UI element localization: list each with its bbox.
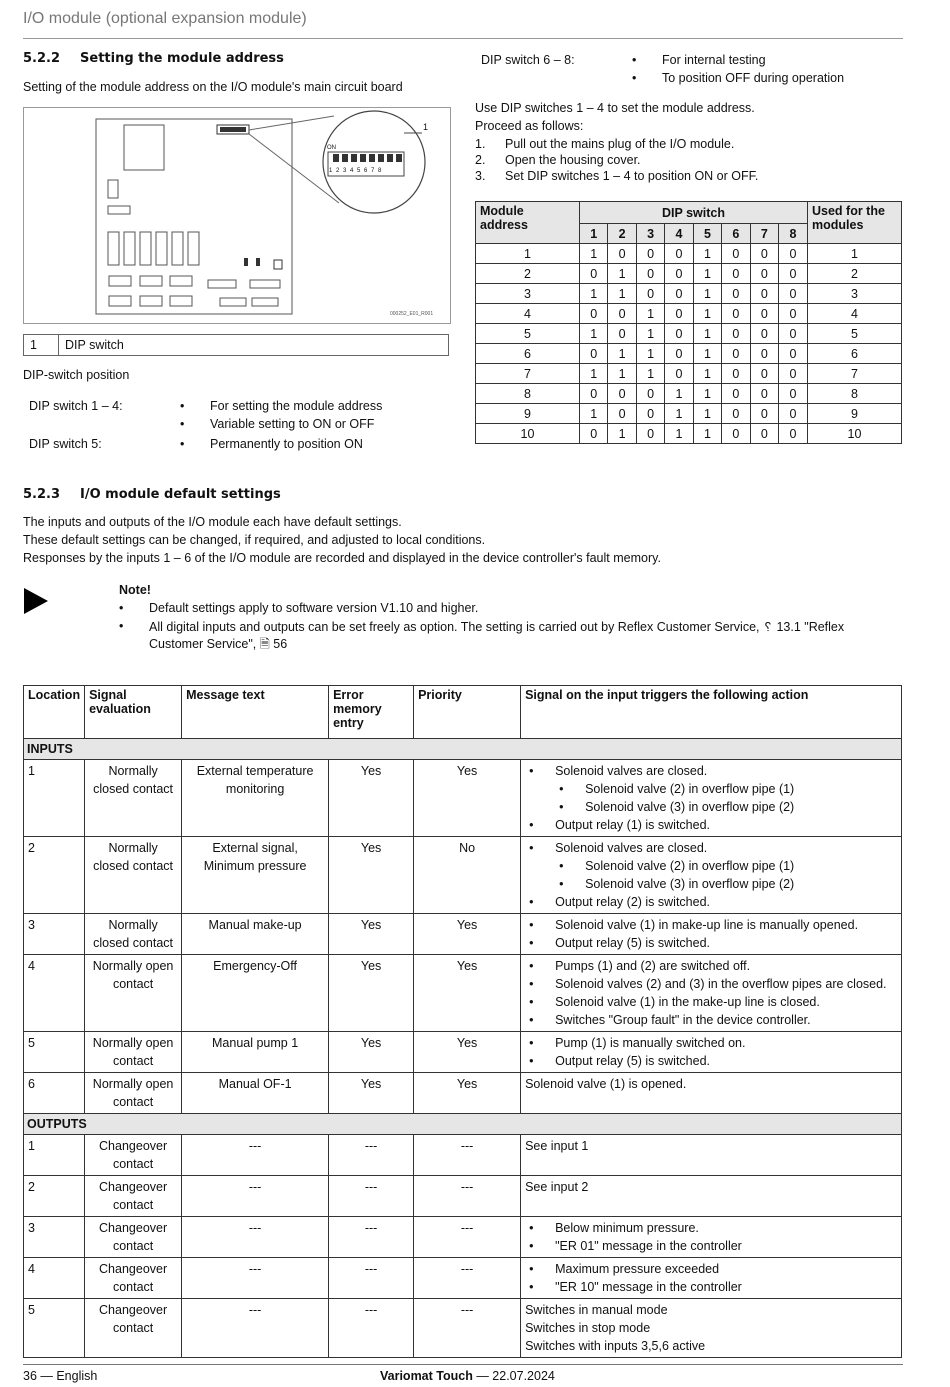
dip-bit-cell: 1 <box>693 244 721 264</box>
signal-cell: Changeover contact <box>85 1135 182 1176</box>
io-section-row: OUTPUTS <box>24 1114 902 1135</box>
dip-bit-cell: 0 <box>779 244 808 264</box>
error-memory-cell: Yes <box>329 1073 414 1114</box>
dip-bit-cell: 0 <box>636 284 664 304</box>
message-cell: External temperature monitoring <box>182 760 329 837</box>
dip-bit-cell: 1 <box>665 424 693 444</box>
bullet-icon: • <box>632 71 637 85</box>
dip-bit-cell: 0 <box>636 424 664 444</box>
dip-table-row <box>476 404 902 424</box>
action-text: See input 2 <box>525 1180 589 1194</box>
error-memory-cell: --- <box>329 1176 414 1217</box>
dip-bit-cell: 0 <box>750 264 778 284</box>
message-cell: Emergency-Off <box>182 955 329 1032</box>
legend-number: 1 <box>24 335 59 356</box>
dip-bit-cell: 0 <box>665 364 693 384</box>
io-table-row <box>24 1135 902 1176</box>
action-cell <box>521 1299 902 1358</box>
dip-bit-cell: 0 <box>779 304 808 324</box>
dip-bit-cell: 1 <box>693 404 721 424</box>
dip-bit-cell: 1 <box>693 364 721 384</box>
message-cell: --- <box>182 1176 329 1217</box>
module-address-cell: 4 <box>476 304 580 324</box>
dip-numbers: 1 2 3 4 5 6 7 8 <box>329 168 383 174</box>
action-cell <box>521 837 902 914</box>
dip-bit-cell: 0 <box>580 264 608 284</box>
action-cell <box>521 1258 902 1299</box>
module-address-cell: 7 <box>476 364 580 384</box>
dip-bit-cell: 1 <box>580 284 608 304</box>
dip-bit-cell: 0 <box>750 344 778 364</box>
dip-bit-cell: 0 <box>750 244 778 264</box>
dip-bit-cell: 1 <box>580 404 608 424</box>
error-memory-cell: --- <box>329 1258 414 1299</box>
figure-legend <box>23 334 449 356</box>
signal-cell: Normally closed contact <box>85 837 182 914</box>
bullet-icon: • <box>119 619 124 633</box>
action-item: • Solenoid valves (2) and (3) in the overflow pipes are closed. <box>525 975 897 993</box>
module-address-cell: 6 <box>476 344 580 364</box>
dip-bit-cell: 0 <box>608 244 636 264</box>
legend-label: DIP switch <box>59 335 449 356</box>
action-item: • Solenoid valve (2) in overflow pipe (1) <box>525 780 897 798</box>
dip-bit-cell: 1 <box>608 284 636 304</box>
module-address-cell: 2 <box>476 264 580 284</box>
used-for-cell: 5 <box>808 324 902 344</box>
dip-bit-cell: 0 <box>750 284 778 304</box>
dip-bit-cell: 0 <box>722 364 750 384</box>
action-cell <box>521 760 902 837</box>
dip-address-table <box>475 201 902 444</box>
action-item: • Solenoid valve (2) in overflow pipe (1) <box>525 857 897 875</box>
dip-bit-cell: 1 <box>693 304 721 324</box>
message-cell: --- <box>182 1217 329 1258</box>
signal-cell: Changeover contact <box>85 1258 182 1299</box>
step-number: 1. <box>475 137 486 151</box>
dip-bit-cell: 0 <box>750 324 778 344</box>
dip-bit-cell: 0 <box>722 244 750 264</box>
dip-bit-cell: 0 <box>580 384 608 404</box>
dip-bit-cell: 0 <box>636 264 664 284</box>
io-table-row <box>24 1176 902 1217</box>
col-dip-switch: DIP switch <box>580 202 808 224</box>
section-522-intro: Setting of the module address on the I/O module's main circuit board <box>23 80 403 94</box>
paragraph: These default settings can be changed, if required, and adjusted to local conditions. <box>23 533 486 547</box>
step-text: Open the housing cover. <box>505 153 641 167</box>
dip-bit-cell: 0 <box>750 404 778 424</box>
priority-cell: Yes <box>414 1032 521 1073</box>
location-cell: 3 <box>24 1217 85 1258</box>
dip-bit-cell: 1 <box>693 264 721 284</box>
dip-bit-cell: 1 <box>608 424 636 444</box>
dip-bit-cell: 0 <box>636 384 664 404</box>
col-module-address: Module address <box>476 202 580 244</box>
page-header <box>23 8 903 39</box>
error-memory-cell: --- <box>329 1217 414 1258</box>
footer-product: Variomat Touch — 22.07.2024 <box>380 1369 555 1383</box>
io-table-row <box>24 1217 902 1258</box>
dip-bit-cell: 0 <box>665 324 693 344</box>
signal-cell: Normally open contact <box>85 1032 182 1073</box>
location-cell: 4 <box>24 1258 85 1299</box>
dip-bit-cell: 0 <box>722 264 750 284</box>
dip-6-8-label: DIP switch 6 – 8: <box>481 53 575 67</box>
action-cell <box>521 914 902 955</box>
dip-bit-cell: 1 <box>608 264 636 284</box>
dip-switch-number-row: 1 2 3 4 5 6 7 8 <box>476 224 902 244</box>
action-cell <box>521 1032 902 1073</box>
dip-bit-cell: 0 <box>779 324 808 344</box>
dip-1-4-label: DIP switch 1 – 4: <box>29 399 123 413</box>
dip-position-heading: DIP-switch position <box>23 368 130 382</box>
dip-bit-cell: 0 <box>636 404 664 424</box>
action-item: • "ER 10" message in the controller <box>525 1278 897 1296</box>
message-cell: External signal, Minimum pressure <box>182 837 329 914</box>
paragraph: The inputs and outputs of the I/O module each have default settings. <box>23 515 402 529</box>
dip-bit-cell: 1 <box>580 364 608 384</box>
dip-table-row <box>476 384 902 404</box>
use-dip-text: Use DIP switches 1 – 4 to set the module address. <box>475 101 755 115</box>
module-address-cell: 10 <box>476 424 580 444</box>
bullet-icon: • <box>180 417 185 431</box>
paragraph: Responses by the inputs 1 – 6 of the I/O module are recorded and displayed in the device controller's fault memory. <box>23 551 661 565</box>
bullet-icon: • <box>180 399 185 413</box>
signal-cell: Changeover contact <box>85 1176 182 1217</box>
signal-cell: Changeover contact <box>85 1299 182 1358</box>
io-table-row <box>24 1299 902 1358</box>
dip-bit-cell: 0 <box>779 424 808 444</box>
col-used-for: Used for the modules <box>808 202 902 244</box>
dip-bit-cell: 0 <box>608 384 636 404</box>
action-item: • Below minimum pressure. <box>525 1219 897 1237</box>
location-cell: 2 <box>24 837 85 914</box>
priority-cell: --- <box>414 1258 521 1299</box>
section-522-heading: 5.2.2 Setting the module address <box>23 51 284 66</box>
section-523-heading: 5.2.3 I/O module default settings <box>23 487 281 502</box>
used-for-cell: 4 <box>808 304 902 324</box>
module-address-cell: 3 <box>476 284 580 304</box>
dip-bit-cell: 0 <box>580 344 608 364</box>
action-cell <box>521 1217 902 1258</box>
dip-5-item: Permanently to position ON <box>210 437 363 451</box>
action-item: • Output relay (5) is switched. <box>525 934 897 952</box>
dip-bit-cell: 0 <box>750 304 778 324</box>
used-for-cell: 9 <box>808 404 902 424</box>
dip-table-body <box>476 244 902 444</box>
bullet-icon: • <box>180 437 185 451</box>
circuit-board-drawing <box>24 108 450 323</box>
signal-cell: Normally closed contact <box>85 760 182 837</box>
dip-bit-cell: 1 <box>636 304 664 324</box>
used-for-cell: 8 <box>808 384 902 404</box>
action-item: • Solenoid valve (3) in overflow pipe (2) <box>525 875 897 893</box>
priority-cell: Yes <box>414 914 521 955</box>
dip-bit-cell: 0 <box>608 304 636 324</box>
dip-bit-cell: 0 <box>580 424 608 444</box>
dip-1-4-item: For setting the module address <box>210 399 383 413</box>
io-table-row <box>24 1258 902 1299</box>
location-cell: 5 <box>24 1299 85 1358</box>
dip-bit-cell: 1 <box>693 424 721 444</box>
dip-bit-cell: 1 <box>693 344 721 364</box>
module-address-cell: 1 <box>476 244 580 264</box>
dip-table-row <box>476 304 902 324</box>
message-cell: Manual pump 1 <box>182 1032 329 1073</box>
dip-bit-cell: 0 <box>665 304 693 324</box>
action-item: • Output relay (1) is switched. <box>525 816 897 834</box>
used-for-cell: 3 <box>808 284 902 304</box>
action-item: • Solenoid valves are closed. <box>525 762 897 780</box>
dip-bit-cell: 0 <box>722 324 750 344</box>
priority-cell: Yes <box>414 1073 521 1114</box>
priority-cell: Yes <box>414 760 521 837</box>
action-item: • Solenoid valves are closed. <box>525 839 897 857</box>
dip-on-label: ON <box>327 145 336 151</box>
error-memory-cell: Yes <box>329 760 414 837</box>
error-memory-cell: Yes <box>329 914 414 955</box>
action-text: Solenoid valve (1) is opened. <box>525 1077 687 1091</box>
note-item: All digital inputs and outputs can be set freely as option. The setting is carried out by Reflex Customer Service, ␦ 13.1 "Reflex Customer Service", 🗎 56 <box>149 620 845 651</box>
action-item: • Output relay (5) is switched. <box>525 1052 897 1070</box>
action-text: Switches with inputs 3,5,6 active <box>525 1339 706 1353</box>
dip-bit-cell: 0 <box>722 404 750 424</box>
action-text: Switches in stop mode <box>525 1321 651 1335</box>
io-section-row: INPUTS <box>24 739 902 760</box>
signal-cell: Normally open contact <box>85 1073 182 1114</box>
used-for-cell: 1 <box>808 244 902 264</box>
dip-table-row <box>476 244 902 264</box>
module-address-cell: 5 <box>476 324 580 344</box>
page-header-title: I/O module (optional expansion module) <box>23 10 307 27</box>
dip-bit-cell: 0 <box>722 284 750 304</box>
action-cell <box>521 1176 902 1217</box>
signal-cell: Normally open contact <box>85 955 182 1032</box>
dip-table-row <box>476 424 902 444</box>
dip-bit-cell: 0 <box>608 404 636 424</box>
note-title: Note! <box>119 583 151 597</box>
dip-bit-cell: 1 <box>693 324 721 344</box>
io-default-settings-table <box>23 685 902 1358</box>
used-for-cell: 10 <box>808 424 902 444</box>
location-cell: 6 <box>24 1073 85 1114</box>
dip-bit-cell: 0 <box>722 384 750 404</box>
dip-bit-cell: 0 <box>750 384 778 404</box>
priority-cell: --- <box>414 1176 521 1217</box>
action-item: • Output relay (2) is switched. <box>525 893 897 911</box>
bullet-icon: • <box>632 53 637 67</box>
location-cell: 4 <box>24 955 85 1032</box>
dip-bit-cell: 0 <box>665 244 693 264</box>
error-memory-cell: --- <box>329 1135 414 1176</box>
dip-5-label: DIP switch 5: <box>29 437 102 451</box>
dip-table-row <box>476 284 902 304</box>
dip-bit-cell: 0 <box>779 284 808 304</box>
dip-bit-cell: 0 <box>722 424 750 444</box>
message-cell: Manual OF-1 <box>182 1073 329 1114</box>
io-table-header: Location Signal evaluation Message text Error memory entry Priority Signal on the input triggers the following action <box>24 686 902 739</box>
dip-bit-cell: 0 <box>779 384 808 404</box>
dip-bit-cell: 1 <box>636 344 664 364</box>
location-cell: 1 <box>24 1135 85 1176</box>
error-memory-cell: Yes <box>329 837 414 914</box>
dip-bit-cell: 1 <box>665 404 693 424</box>
action-cell <box>521 1073 902 1114</box>
dip-bit-cell: 1 <box>693 284 721 304</box>
figure-callout-number: 1 <box>423 122 429 132</box>
action-item: • Pump (1) is manually switched on. <box>525 1034 897 1052</box>
action-text: See input 1 <box>525 1139 589 1153</box>
used-for-cell: 7 <box>808 364 902 384</box>
step-number: 3. <box>475 169 486 183</box>
signal-cell: Changeover contact <box>85 1217 182 1258</box>
priority-cell: --- <box>414 1299 521 1358</box>
dip-bit-cell: 1 <box>636 324 664 344</box>
action-item: • Solenoid valve (1) in the make-up line is closed. <box>525 993 897 1011</box>
dip-table-row <box>476 344 902 364</box>
dip-bit-cell: 0 <box>580 304 608 324</box>
dip-bit-cell: 1 <box>608 364 636 384</box>
io-table-row <box>24 955 902 1032</box>
dip-table-row <box>476 264 902 284</box>
action-item: • Solenoid valve (1) in make-up line is manually opened. <box>525 916 897 934</box>
dip-1-4-item: Variable setting to ON or OFF <box>210 417 375 431</box>
io-table-row <box>24 1073 902 1114</box>
dip-bit-cell: 1 <box>580 324 608 344</box>
figure-code: 000252_E01_R001 <box>390 311 434 317</box>
dip-bit-cell: 0 <box>750 364 778 384</box>
action-item: • Pumps (1) and (2) are switched off. <box>525 957 897 975</box>
dip-bit-cell: 1 <box>608 344 636 364</box>
footer-page: 36 — English <box>23 1369 98 1383</box>
location-cell: 2 <box>24 1176 85 1217</box>
dip-6-8-item: To position OFF during operation <box>662 71 845 85</box>
dip-6-8-item: For internal testing <box>662 53 766 67</box>
action-item: • Maximum pressure exceeded <box>525 1260 897 1278</box>
location-cell: 5 <box>24 1032 85 1073</box>
dip-bit-cell: 0 <box>750 424 778 444</box>
priority-cell: --- <box>414 1217 521 1258</box>
dip-bit-cell: 0 <box>779 364 808 384</box>
message-cell: --- <box>182 1135 329 1176</box>
priority-cell: Yes <box>414 955 521 1032</box>
dip-bit-cell: 1 <box>665 384 693 404</box>
message-cell: Manual make-up <box>182 914 329 955</box>
error-memory-cell: Yes <box>329 955 414 1032</box>
step-text: Pull out the mains plug of the I/O module. <box>505 137 735 151</box>
dip-bit-cell: 0 <box>722 344 750 364</box>
message-cell: --- <box>182 1299 329 1358</box>
page-footer <box>23 1364 903 1387</box>
dip-bit-cell: 0 <box>636 244 664 264</box>
dip-bit-cell: 0 <box>779 344 808 364</box>
priority-cell: No <box>414 837 521 914</box>
action-item: • Solenoid valve (3) in overflow pipe (2) <box>525 798 897 816</box>
proceed-text: Proceed as follows: <box>475 119 584 133</box>
dip-bit-cell: 0 <box>665 344 693 364</box>
action-item: • Switches "Group fault" in the device controller. <box>525 1011 897 1029</box>
bullet-icon: • <box>119 601 124 615</box>
io-table-body <box>24 739 902 1358</box>
circuit-board-figure <box>23 107 451 324</box>
dip-bit-cell: 1 <box>580 244 608 264</box>
action-cell <box>521 955 902 1032</box>
location-cell: 1 <box>24 760 85 837</box>
module-address-cell: 9 <box>476 404 580 424</box>
io-table-row <box>24 914 902 955</box>
module-address-cell: 8 <box>476 384 580 404</box>
action-text: Switches in manual mode <box>525 1303 668 1317</box>
io-table-row <box>24 837 902 914</box>
error-memory-cell: Yes <box>329 1032 414 1073</box>
io-table-row <box>24 760 902 837</box>
step-text: Set DIP switches 1 – 4 to position ON or OFF. <box>505 169 759 183</box>
io-table-row <box>24 1032 902 1073</box>
dip-bit-cell: 0 <box>665 284 693 304</box>
priority-cell: --- <box>414 1135 521 1176</box>
dip-table-row <box>476 324 902 344</box>
message-cell: --- <box>182 1258 329 1299</box>
dip-bit-cell: 0 <box>665 264 693 284</box>
dip-bit-cell: 0 <box>779 264 808 284</box>
step-number: 2. <box>475 153 486 167</box>
dip-bit-cell: 0 <box>779 404 808 424</box>
dip-bit-cell: 0 <box>608 324 636 344</box>
dip-bit-cell: 1 <box>636 364 664 384</box>
used-for-cell: 2 <box>808 264 902 284</box>
used-for-cell: 6 <box>808 344 902 364</box>
action-item: • "ER 01" message in the controller <box>525 1237 897 1255</box>
location-cell: 3 <box>24 914 85 955</box>
dip-bit-cell: 1 <box>693 384 721 404</box>
error-memory-cell: --- <box>329 1299 414 1358</box>
dip-bit-cell: 0 <box>722 304 750 324</box>
dip-table-row <box>476 364 902 384</box>
action-cell <box>521 1135 902 1176</box>
note-item: Default settings apply to software version V1.10 and higher. <box>149 601 479 615</box>
signal-cell: Normally closed contact <box>85 914 182 955</box>
note-arrow-icon <box>24 588 48 617</box>
